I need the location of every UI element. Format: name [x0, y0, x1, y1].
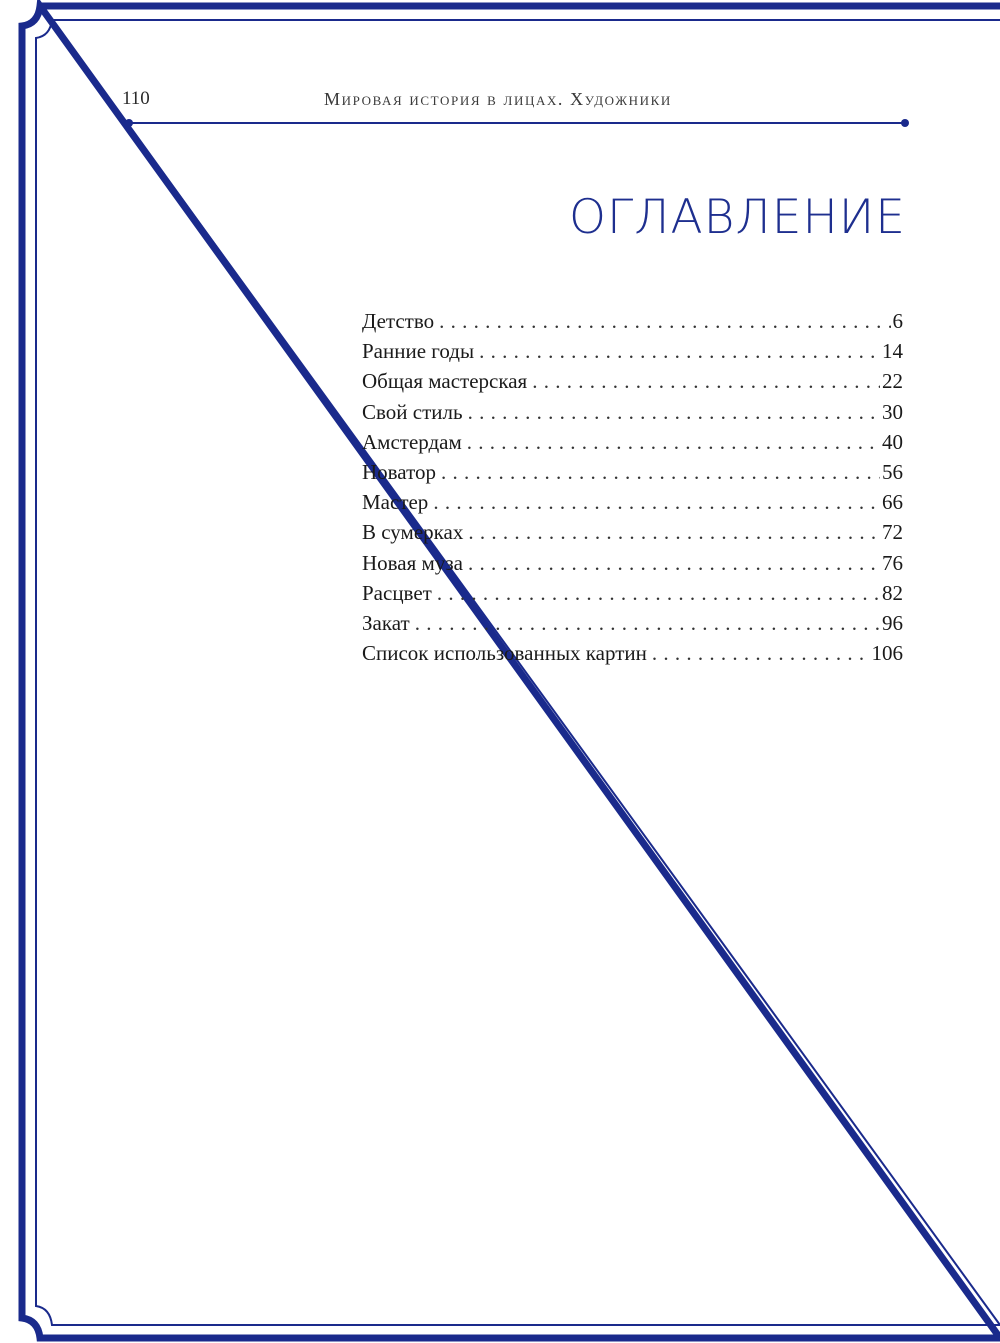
toc-entry[interactable] — [362, 641, 903, 671]
toc-entry[interactable] — [362, 430, 903, 460]
toc-entry[interactable] — [362, 581, 903, 611]
toc-entry-page: 30 — [882, 399, 903, 424]
toc-entry[interactable] — [362, 460, 903, 490]
toc-entry[interactable] — [362, 490, 903, 520]
toc-entry-page: 56 — [882, 459, 903, 484]
running-header — [0, 0, 1000, 140]
toc-entry-page: 76 — [882, 550, 903, 575]
toc-heading: ОГЛАВЛЕНИЕ — [568, 190, 906, 245]
toc-entry[interactable] — [362, 400, 903, 430]
dot-leader — [441, 460, 880, 485]
toc-entry[interactable] — [362, 551, 903, 581]
toc-entry-title: Закат — [362, 610, 410, 635]
dot-leader — [532, 369, 880, 394]
toc-entry-page: 14 — [882, 339, 903, 364]
toc-entry-title: В сумерках — [362, 520, 464, 545]
header-rule — [124, 117, 910, 129]
toc-entry[interactable] — [362, 339, 903, 369]
toc-entry-page: 72 — [882, 520, 903, 545]
toc-entry[interactable] — [362, 369, 903, 399]
toc-entry[interactable] — [362, 520, 903, 550]
toc-entry-page: 82 — [882, 580, 903, 605]
dot-leader — [479, 339, 880, 364]
toc-entry[interactable] — [362, 611, 903, 641]
toc-list — [362, 309, 903, 671]
toc-entry-title: Ранние годы — [362, 339, 475, 364]
toc-entry-title: Расцвет — [362, 580, 432, 605]
dot-leader — [415, 611, 880, 636]
toc-entry-page: 6 — [892, 309, 903, 333]
dot-leader — [437, 581, 880, 606]
toc-entry-title: Свой стиль — [362, 399, 463, 424]
toc-entry-title: Мастер — [362, 490, 429, 515]
book-title: Мировая история в лицах. Художники — [324, 89, 672, 109]
dot-leader — [468, 551, 880, 576]
dot-leader — [468, 520, 880, 545]
toc-entry-page: 106 — [871, 641, 903, 666]
toc-entry-page: 66 — [882, 490, 903, 515]
dot-leader — [467, 430, 880, 455]
dot-leader — [439, 309, 890, 334]
toc-entry-title: Новатор — [362, 459, 436, 484]
toc-entry-title: Амстердам — [362, 429, 462, 454]
toc-entry-page: 96 — [882, 610, 903, 635]
toc-entry[interactable] — [362, 309, 903, 339]
dot-leader — [468, 400, 880, 425]
toc-entry-title: Детство — [362, 309, 435, 333]
toc-entry-title: Новая муза — [362, 550, 463, 575]
toc-entry-page: 40 — [882, 429, 903, 454]
dot-leader — [433, 490, 880, 515]
toc-entry-title: Общая мастерская — [362, 369, 528, 394]
page-number: 110 — [122, 88, 150, 109]
toc-entry-page: 22 — [882, 369, 903, 394]
dot-leader — [652, 641, 870, 666]
toc-entry-title: Список использованных картин — [362, 641, 647, 666]
